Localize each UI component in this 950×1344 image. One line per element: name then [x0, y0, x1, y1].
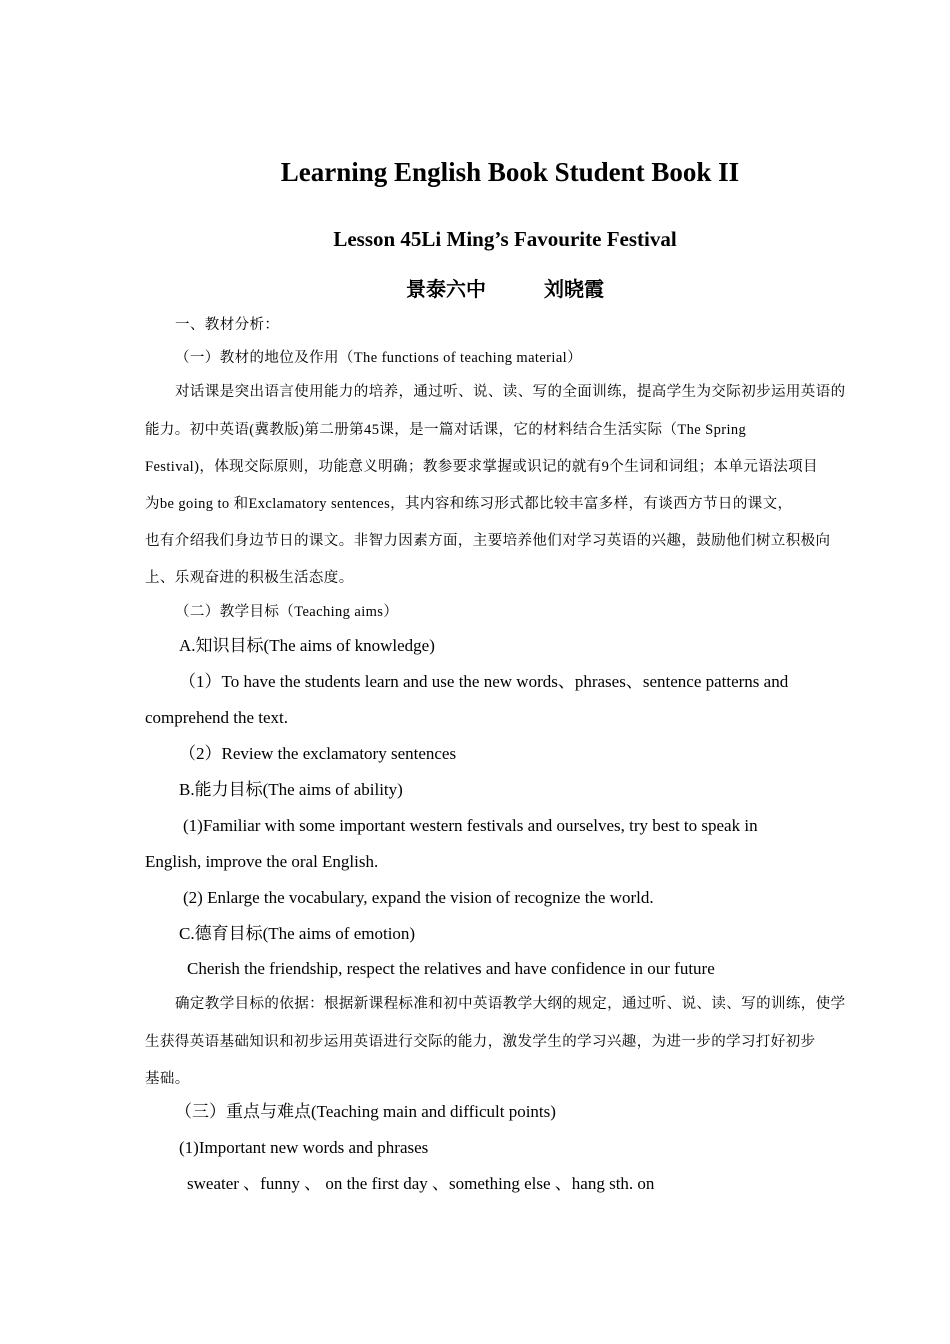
paragraph-line: 基础。	[145, 1071, 190, 1087]
document-title: Learning English Book Student Book II	[280, 157, 740, 187]
paragraph-line: 也有介绍我们身边节日的课文。非智力因素方面，主要培养他们对学习英语的兴趣，鼓励他们树立积极向	[145, 533, 831, 549]
paragraph-line: 为be going to 和Exclamatory sentences，其内容和练习形式都比较丰富多样，有谈西方节日的课文，	[145, 496, 793, 512]
paragraph-line: 确定教学目标的依据：根据新课程标准和初中英语教学大纲的规定，通过听、说、读、写的训练，使学	[175, 996, 846, 1012]
paragraph-line: 生获得英语基础知识和初步运用英语进行交际的能力，激发学生的学习兴趣，为进一步的学习打好初步	[145, 1034, 816, 1050]
author-school: 景泰六中	[406, 277, 486, 301]
subsection-heading: （二）教学目标（Teaching aims）	[175, 604, 399, 620]
aim-heading: B.能力目标(The aims of ability)	[179, 780, 403, 799]
section-heading: 一、教材分析：	[175, 317, 280, 333]
subsection-heading: （一）教材的地位及作用（The functions of teaching material）	[175, 350, 582, 366]
aim-item: (2) Enlarge the vocabulary, expand the vision of recognize the world.	[183, 888, 654, 907]
aim-item: （1）To have the students learn and use the new words、phrases、sentence patterns and	[179, 672, 789, 691]
author-name: 刘晓霞	[544, 277, 604, 301]
author-line	[145, 274, 865, 304]
aim-item: (1)Familiar with some important western festivals and ourselves, try best to speak in	[183, 816, 758, 835]
paragraph-line: 能力。初中英语(冀教版)第二册第45课，是一篇对话课，它的材料结合生活实际（The Spring	[145, 422, 747, 438]
aim-item-continued: comprehend the text.	[145, 708, 289, 727]
lesson-subtitle: Lesson 45Li Ming’s Favourite Festival	[333, 227, 677, 251]
subsection-heading: （三）重点与难点(Teaching main and difficult points)	[175, 1102, 556, 1121]
paragraph-line: 对话课是突出语言使用能力的培养，通过听、说、读、写的全面训练，提高学生为交际初步运用英语的	[175, 384, 846, 400]
aim-item-continued: English, improve the oral English.	[145, 852, 379, 871]
paragraph-line: 上、乐观奋进的积极生活态度。	[145, 570, 354, 586]
word-list: sweater 、funny 、 on the first day 、something else 、hang sth. on	[187, 1174, 655, 1193]
aim-heading: A.知识目标(The aims of knowledge)	[179, 636, 435, 655]
list-heading: (1)Important new words and phrases	[179, 1138, 429, 1157]
aim-item: Cherish the friendship, respect the relatives and have confidence in our future	[187, 959, 715, 978]
aim-heading: C.德育目标(The aims of emotion)	[179, 924, 416, 943]
aim-item: （2）Review the exclamatory sentences	[179, 744, 457, 763]
paragraph-line: Festival)，体现交际原则，功能意义明确；教参要求掌握或识记的就有9个生词和词组；本单元语法项目	[145, 459, 818, 475]
